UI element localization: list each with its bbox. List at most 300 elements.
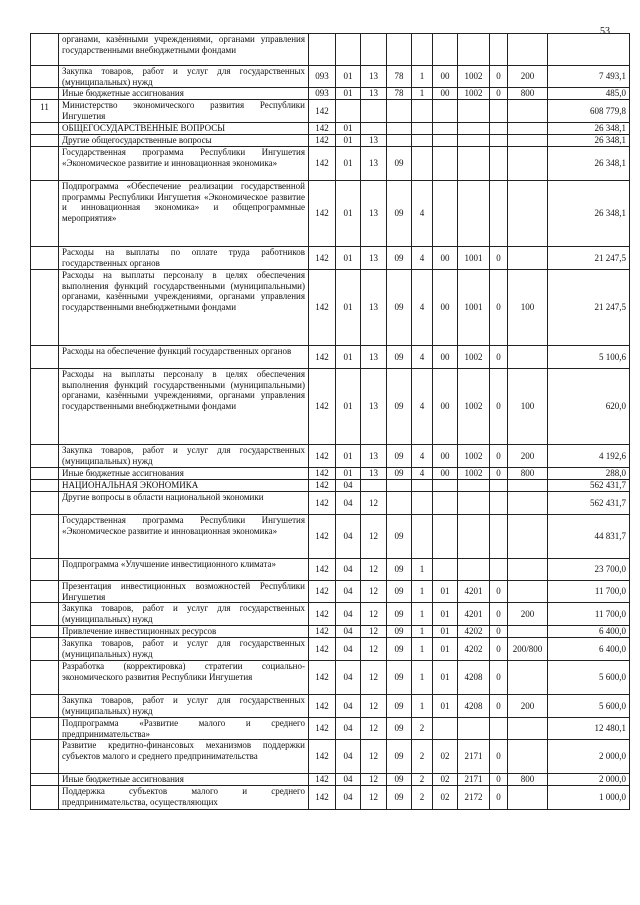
- cell-event: 02: [433, 740, 458, 774]
- table-row: [31, 740, 630, 774]
- cell-code: [490, 515, 508, 559]
- cell-pr: 12: [361, 515, 387, 559]
- cell-ved: 142: [309, 718, 336, 740]
- cell-expense-type: 200: [508, 603, 548, 626]
- cell-amount: 5 600,0: [548, 695, 630, 718]
- cell-rz: 04: [336, 626, 361, 638]
- cell-expense-type: [508, 559, 548, 581]
- cell-amount: 11 700,0: [548, 581, 630, 603]
- cell-number: [31, 492, 59, 515]
- cell-program: [387, 34, 412, 66]
- cell-name: Закупка товаров, работ и услуг для государственных (муниципальных) нужд: [59, 66, 309, 88]
- cell-subprogram: 1: [412, 88, 433, 100]
- table-row: [31, 774, 630, 786]
- cell-ved: 142: [309, 740, 336, 774]
- cell-code: [490, 559, 508, 581]
- cell-ved: 142: [309, 559, 336, 581]
- cell-pr: 13: [361, 346, 387, 369]
- cell-rz: 01: [336, 247, 361, 270]
- cell-pr: 13: [361, 66, 387, 88]
- cell-number: [31, 581, 59, 603]
- cell-program: [387, 123, 412, 135]
- cell-number: [31, 626, 59, 638]
- cell-rz: 04: [336, 581, 361, 603]
- cell-event: 01: [433, 626, 458, 638]
- table-row: [31, 66, 630, 88]
- cell-subprogram: 4: [412, 346, 433, 369]
- cell-program: 78: [387, 66, 412, 88]
- cell-code: 0: [490, 581, 508, 603]
- cell-amount: 1 000,0: [548, 786, 630, 810]
- table-row: [31, 247, 630, 270]
- cell-number: [31, 786, 59, 810]
- table-row: [31, 661, 630, 695]
- table-row: [31, 34, 630, 66]
- cell-name: НАЦИОНАЛЬНАЯ ЭКОНОМИКА: [59, 480, 309, 492]
- cell-code: 0: [490, 661, 508, 695]
- cell-event: [433, 515, 458, 559]
- cell-rz: 01: [336, 445, 361, 468]
- cell-event: 00: [433, 88, 458, 100]
- cell-program: [387, 135, 412, 147]
- cell-code: 0: [490, 247, 508, 270]
- cell-event: 00: [433, 247, 458, 270]
- cell-expense-type: [508, 147, 548, 181]
- cell-amount: 608 779,8: [548, 100, 630, 123]
- cell-rz: 04: [336, 492, 361, 515]
- cell-amount: 26 348,1: [548, 147, 630, 181]
- cell-expense-type: 800: [508, 774, 548, 786]
- cell-ved: 142: [309, 786, 336, 810]
- cell-rz: [336, 34, 361, 66]
- cell-pr: 12: [361, 740, 387, 774]
- cell-subprogram: 1: [412, 581, 433, 603]
- cell-direction: [458, 100, 490, 123]
- cell-code: 0: [490, 695, 508, 718]
- cell-name: Министерство экономического развития Республики Ингушетия: [59, 100, 309, 123]
- cell-event: [433, 135, 458, 147]
- cell-subprogram: 2: [412, 718, 433, 740]
- cell-code: 0: [490, 774, 508, 786]
- cell-program: 09: [387, 515, 412, 559]
- cell-number: [31, 603, 59, 626]
- cell-program: 09: [387, 626, 412, 638]
- cell-amount: 6 400,0: [548, 638, 630, 661]
- cell-pr: 13: [361, 445, 387, 468]
- cell-pr: 13: [361, 147, 387, 181]
- cell-subprogram: 4: [412, 468, 433, 480]
- cell-event: 01: [433, 638, 458, 661]
- cell-number: [31, 559, 59, 581]
- cell-number: [31, 740, 59, 774]
- cell-name: Расходы на обеспечение функций государственных органов: [59, 346, 309, 369]
- cell-code: [490, 135, 508, 147]
- table-row: [31, 626, 630, 638]
- cell-number: 11: [31, 100, 59, 123]
- cell-expense-type: [508, 135, 548, 147]
- cell-subprogram: [412, 147, 433, 181]
- cell-pr: 12: [361, 695, 387, 718]
- table-row: [31, 638, 630, 661]
- table-row: [31, 270, 630, 346]
- cell-name: Закупка товаров, работ и услуг для государственных (муниципальных) нужд: [59, 695, 309, 718]
- cell-expense-type: [508, 123, 548, 135]
- cell-number: [31, 66, 59, 88]
- cell-program: 78: [387, 88, 412, 100]
- cell-direction: 1002: [458, 346, 490, 369]
- cell-rz: 04: [336, 638, 361, 661]
- cell-direction: 4202: [458, 626, 490, 638]
- cell-direction: [458, 492, 490, 515]
- cell-subprogram: [412, 34, 433, 66]
- cell-expense-type: [508, 740, 548, 774]
- cell-event: 02: [433, 786, 458, 810]
- cell-code: 0: [490, 369, 508, 445]
- cell-expense-type: 200/800: [508, 638, 548, 661]
- cell-number: [31, 135, 59, 147]
- table-row: [31, 445, 630, 468]
- cell-rz: 04: [336, 740, 361, 774]
- cell-subprogram: 1: [412, 66, 433, 88]
- cell-direction: [458, 147, 490, 181]
- cell-name: ОБЩЕГОСУДАРСТВЕННЫЕ ВОПРОСЫ: [59, 123, 309, 135]
- cell-name: Подпрограмма «Обеспечение реализации государственной программы Республики Ингушетия «Экономическое развитие и инновационная экономика» и общепрограммные мероприятия»: [59, 181, 309, 247]
- cell-ved: 142: [309, 100, 336, 123]
- cell-name: Закупка товаров, работ и услуг для государственных (муниципальных) нужд: [59, 603, 309, 626]
- cell-amount: 21 247,5: [548, 270, 630, 346]
- cell-number: [31, 468, 59, 480]
- cell-rz: 04: [336, 603, 361, 626]
- cell-direction: [458, 181, 490, 247]
- cell-code: 0: [490, 603, 508, 626]
- cell-number: [31, 147, 59, 181]
- cell-event: 01: [433, 695, 458, 718]
- cell-name: органами, казёнными учреждениями, органами управления государственными внебюджетными фондами: [59, 34, 309, 66]
- cell-direction: [458, 135, 490, 147]
- cell-rz: 04: [336, 774, 361, 786]
- cell-expense-type: [508, 581, 548, 603]
- cell-pr: 12: [361, 492, 387, 515]
- cell-subprogram: 2: [412, 786, 433, 810]
- cell-event: [433, 480, 458, 492]
- cell-rz: 01: [336, 135, 361, 147]
- cell-code: [490, 718, 508, 740]
- cell-pr: 13: [361, 88, 387, 100]
- cell-number: [31, 638, 59, 661]
- cell-amount: 2 000,0: [548, 740, 630, 774]
- cell-event: [433, 147, 458, 181]
- cell-ved: 142: [309, 480, 336, 492]
- cell-name: Презентация инвестиционных возможностей Республики Ингушетия: [59, 581, 309, 603]
- cell-number: [31, 123, 59, 135]
- cell-event: [433, 718, 458, 740]
- cell-code: 0: [490, 740, 508, 774]
- cell-name: Расходы на выплаты по оплате труда работников государственных органов: [59, 247, 309, 270]
- cell-pr: [361, 100, 387, 123]
- cell-name: Государственная программа Республики Ингушетия «Экономическое развитие и инновационная экономика»: [59, 147, 309, 181]
- cell-direction: 2171: [458, 774, 490, 786]
- cell-code: 0: [490, 786, 508, 810]
- cell-expense-type: 200: [508, 66, 548, 88]
- cell-direction: [458, 480, 490, 492]
- cell-amount: 7 493,1: [548, 66, 630, 88]
- table-row: [31, 786, 630, 810]
- cell-program: 09: [387, 603, 412, 626]
- cell-name: Поддержка субъектов малого и среднего предпринимательства, осуществляющих: [59, 786, 309, 810]
- cell-program: 09: [387, 147, 412, 181]
- cell-expense-type: [508, 626, 548, 638]
- cell-subprogram: 2: [412, 740, 433, 774]
- cell-program: 09: [387, 181, 412, 247]
- cell-code: [490, 100, 508, 123]
- cell-pr: [361, 480, 387, 492]
- cell-ved: 142: [309, 661, 336, 695]
- cell-direction: [458, 718, 490, 740]
- cell-ved: 142: [309, 135, 336, 147]
- cell-number: [31, 695, 59, 718]
- cell-amount: 562 431,7: [548, 492, 630, 515]
- cell-direction: 2171: [458, 740, 490, 774]
- cell-amount: 288,0: [548, 468, 630, 480]
- cell-subprogram: 4: [412, 270, 433, 346]
- cell-ved: 142: [309, 581, 336, 603]
- cell-name: Другие вопросы в области национальной экономики: [59, 492, 309, 515]
- cell-pr: 13: [361, 468, 387, 480]
- cell-amount: 6 400,0: [548, 626, 630, 638]
- cell-pr: 13: [361, 247, 387, 270]
- cell-ved: 142: [309, 247, 336, 270]
- cell-event: 01: [433, 661, 458, 695]
- table-row: [31, 181, 630, 247]
- cell-program: 09: [387, 270, 412, 346]
- cell-ved: 142: [309, 181, 336, 247]
- table-row: [31, 559, 630, 581]
- cell-program: 09: [387, 581, 412, 603]
- cell-subprogram: 4: [412, 181, 433, 247]
- cell-direction: [458, 34, 490, 66]
- cell-rz: 01: [336, 66, 361, 88]
- cell-direction: 1002: [458, 445, 490, 468]
- cell-name: Иные бюджетные ассигнования: [59, 88, 309, 100]
- cell-program: 09: [387, 661, 412, 695]
- table-row: [31, 603, 630, 626]
- cell-expense-type: 200: [508, 445, 548, 468]
- cell-rz: 04: [336, 480, 361, 492]
- cell-event: [433, 100, 458, 123]
- cell-ved: 142: [309, 492, 336, 515]
- cell-expense-type: [508, 247, 548, 270]
- cell-expense-type: 200: [508, 695, 548, 718]
- cell-ved: 093: [309, 66, 336, 88]
- cell-number: [31, 774, 59, 786]
- cell-ved: 142: [309, 515, 336, 559]
- cell-program: 09: [387, 445, 412, 468]
- cell-event: 00: [433, 270, 458, 346]
- cell-subprogram: [412, 515, 433, 559]
- cell-ved: 142: [309, 147, 336, 181]
- cell-event: 00: [433, 66, 458, 88]
- table-row: [31, 695, 630, 718]
- cell-number: [31, 515, 59, 559]
- table-row: [31, 147, 630, 181]
- table-row: [31, 369, 630, 445]
- cell-code: 0: [490, 638, 508, 661]
- cell-number: [31, 369, 59, 445]
- cell-ved: 142: [309, 369, 336, 445]
- cell-subprogram: 1: [412, 638, 433, 661]
- cell-name: Расходы на выплаты персоналу в целях обеспечения выполнения функций государственными (муниципальными) органами, казёнными учреждениями, органами управления государственными внебюджетными фондами: [59, 369, 309, 445]
- cell-subprogram: 1: [412, 559, 433, 581]
- cell-code: [490, 123, 508, 135]
- cell-expense-type: [508, 786, 548, 810]
- cell-rz: 04: [336, 661, 361, 695]
- table-row: [31, 346, 630, 369]
- cell-name: Подпрограмма «Улучшение инвестиционного климата»: [59, 559, 309, 581]
- cell-event: [433, 34, 458, 66]
- cell-ved: 142: [309, 468, 336, 480]
- cell-expense-type: 100: [508, 369, 548, 445]
- cell-subprogram: 4: [412, 247, 433, 270]
- cell-rz: 04: [336, 559, 361, 581]
- cell-program: [387, 100, 412, 123]
- cell-name: Иные бюджетные ассигнования: [59, 774, 309, 786]
- cell-number: [31, 181, 59, 247]
- cell-ved: 142: [309, 638, 336, 661]
- cell-ved: 142: [309, 626, 336, 638]
- cell-name: Развитие кредитно-финансовых механизмов поддержки субъектов малого и среднего предпринимательства: [59, 740, 309, 774]
- cell-rz: 04: [336, 718, 361, 740]
- cell-code: 0: [490, 88, 508, 100]
- cell-subprogram: [412, 492, 433, 515]
- table-row: [31, 135, 630, 147]
- cell-number: [31, 346, 59, 369]
- cell-expense-type: [508, 480, 548, 492]
- cell-direction: 1001: [458, 270, 490, 346]
- cell-direction: [458, 123, 490, 135]
- cell-name: Привлечение инвестиционных ресурсов: [59, 626, 309, 638]
- cell-rz: [336, 100, 361, 123]
- cell-event: [433, 181, 458, 247]
- cell-amount: 4 192,6: [548, 445, 630, 468]
- cell-event: 00: [433, 346, 458, 369]
- cell-amount: 12 480,1: [548, 718, 630, 740]
- table-row: [31, 100, 630, 123]
- cell-direction: 2172: [458, 786, 490, 810]
- cell-direction: 4201: [458, 581, 490, 603]
- cell-program: [387, 480, 412, 492]
- cell-amount: 11 700,0: [548, 603, 630, 626]
- cell-expense-type: [508, 515, 548, 559]
- cell-number: [31, 270, 59, 346]
- cell-name: Расходы на выплаты персоналу в целях обеспечения выполнения функций государственными (муниципальными) органами, казёнными учреждениями, органами управления государственными внебюджетными фондами: [59, 270, 309, 346]
- cell-code: 0: [490, 445, 508, 468]
- cell-ved: 142: [309, 695, 336, 718]
- cell-code: [490, 147, 508, 181]
- cell-pr: [361, 123, 387, 135]
- cell-code: [490, 480, 508, 492]
- cell-name: Закупка товаров, работ и услуг для государственных (муниципальных) нужд: [59, 638, 309, 661]
- cell-pr: 12: [361, 774, 387, 786]
- cell-pr: 13: [361, 135, 387, 147]
- cell-program: 09: [387, 369, 412, 445]
- cell-rz: 04: [336, 515, 361, 559]
- cell-expense-type: [508, 181, 548, 247]
- cell-program: [387, 492, 412, 515]
- cell-event: 00: [433, 369, 458, 445]
- cell-direction: 1002: [458, 66, 490, 88]
- cell-event: 01: [433, 581, 458, 603]
- cell-ved: 142: [309, 774, 336, 786]
- cell-code: 0: [490, 468, 508, 480]
- cell-event: 00: [433, 468, 458, 480]
- cell-pr: 13: [361, 270, 387, 346]
- cell-amount: 44 831,7: [548, 515, 630, 559]
- cell-number: [31, 661, 59, 695]
- cell-direction: 1002: [458, 369, 490, 445]
- cell-direction: [458, 559, 490, 581]
- cell-number: [31, 34, 59, 66]
- cell-name: Государственная программа Республики Ингушетия «Экономическое развитие и инновационная экономика»: [59, 515, 309, 559]
- table-row: [31, 581, 630, 603]
- cell-program: 09: [387, 718, 412, 740]
- table-body: [31, 34, 630, 810]
- cell-pr: 12: [361, 786, 387, 810]
- cell-program: 09: [387, 786, 412, 810]
- cell-rz: 04: [336, 786, 361, 810]
- cell-direction: 1001: [458, 247, 490, 270]
- cell-amount: 26 348,1: [548, 123, 630, 135]
- cell-expense-type: [508, 661, 548, 695]
- cell-code: [490, 492, 508, 515]
- cell-program: 09: [387, 774, 412, 786]
- cell-event: 00: [433, 445, 458, 468]
- cell-ved: 142: [309, 123, 336, 135]
- cell-ved: 142: [309, 270, 336, 346]
- cell-ved: [309, 34, 336, 66]
- cell-direction: 1002: [458, 88, 490, 100]
- cell-pr: [361, 34, 387, 66]
- table-row: [31, 123, 630, 135]
- cell-subprogram: 4: [412, 369, 433, 445]
- cell-rz: 01: [336, 346, 361, 369]
- cell-number: [31, 445, 59, 468]
- cell-rz: 01: [336, 88, 361, 100]
- cell-expense-type: [508, 34, 548, 66]
- cell-pr: 12: [361, 603, 387, 626]
- cell-event: [433, 492, 458, 515]
- cell-direction: 4208: [458, 695, 490, 718]
- cell-direction: 1002: [458, 468, 490, 480]
- cell-pr: 13: [361, 369, 387, 445]
- cell-amount: 21 247,5: [548, 247, 630, 270]
- cell-code: 0: [490, 270, 508, 346]
- cell-expense-type: [508, 346, 548, 369]
- cell-expense-type: 100: [508, 270, 548, 346]
- cell-amount: [548, 34, 630, 66]
- cell-name: Разработка (корректировка) стратегии социально-экономического развития Республики Ингушетия: [59, 661, 309, 695]
- cell-rz: 01: [336, 468, 361, 480]
- cell-code: 0: [490, 346, 508, 369]
- cell-program: 09: [387, 740, 412, 774]
- cell-program: 09: [387, 638, 412, 661]
- table-row: [31, 492, 630, 515]
- cell-ved: 142: [309, 445, 336, 468]
- cell-amount: 5 600,0: [548, 661, 630, 695]
- cell-amount: 562 431,7: [548, 480, 630, 492]
- cell-amount: 26 348,1: [548, 135, 630, 147]
- cell-name: Закупка товаров, работ и услуг для государственных (муниципальных) нужд: [59, 445, 309, 468]
- cell-program: 09: [387, 346, 412, 369]
